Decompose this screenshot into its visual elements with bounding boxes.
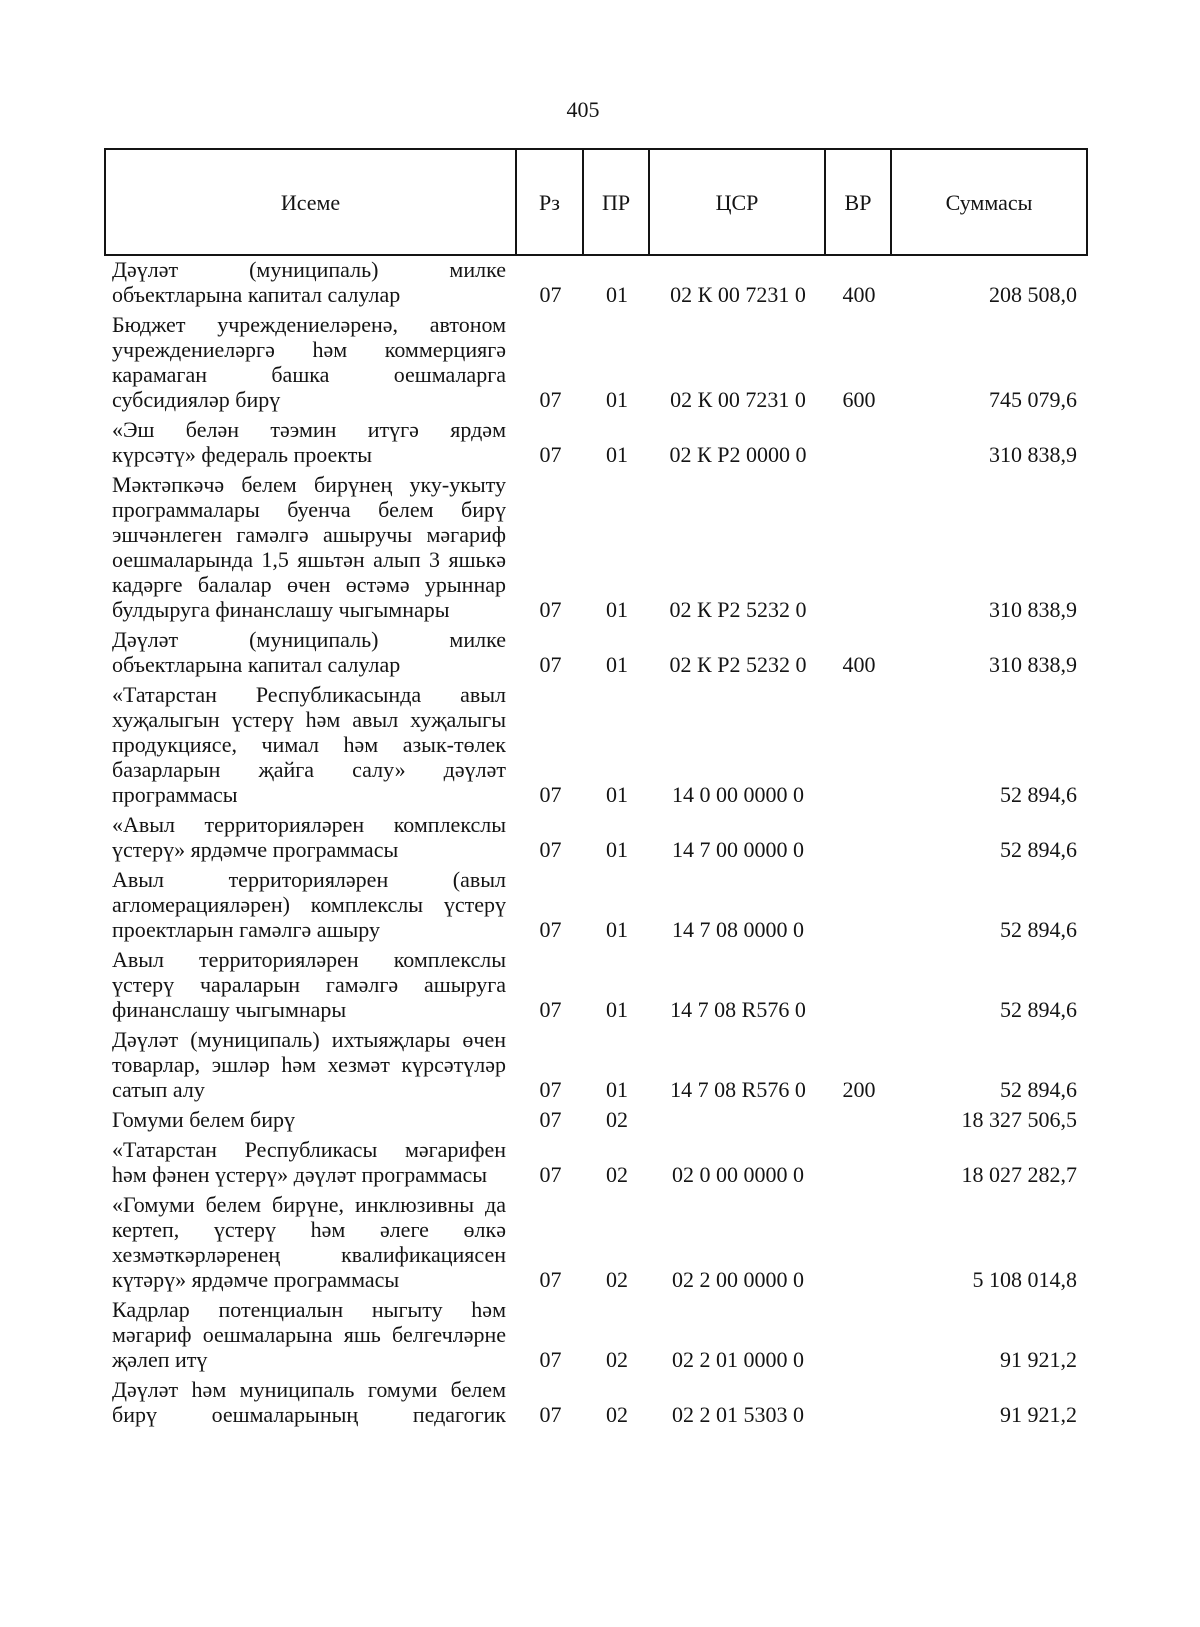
row-name-line: «Авыл территорияләрен комплекслы — [112, 812, 506, 837]
column-header-subsection: ПР — [584, 150, 650, 254]
row-name-line: программасы — [112, 782, 238, 807]
section-code: 07 — [539, 387, 562, 412]
expense-type-code — [826, 1402, 892, 1427]
row-name-line: карамаган башка оешмаларга — [112, 362, 506, 387]
section-code: 07 — [539, 282, 562, 307]
target-item-code: 02 2 01 5303 0 — [672, 1402, 804, 1427]
expense-type-code — [826, 1162, 892, 1187]
row-name-line: «Эш белән тәэмин итүгә ярдәм — [112, 417, 506, 442]
subsection-code: 01 — [606, 442, 628, 467]
row-name-line: үстерү» ярдәмче программасы — [112, 837, 399, 862]
table-row — [104, 627, 1088, 682]
amount: 5 108 014,8 — [972, 1267, 1077, 1292]
subsection-code: 01 — [606, 1077, 628, 1102]
row-name-line: Гомуми белем бирү — [112, 1107, 295, 1132]
row-name-line: Бюджет учреждениеләренә, автоном — [112, 312, 506, 337]
table-row — [104, 682, 1088, 812]
row-name-line: күрсәтү» федераль проекты — [112, 442, 373, 467]
table-row — [104, 812, 1088, 867]
amount: 310 838,9 — [989, 652, 1077, 677]
row-name — [104, 682, 517, 807]
subsection-code: 02 — [606, 1267, 628, 1292]
row-name — [104, 417, 517, 467]
subsection-code: 01 — [606, 387, 628, 412]
column-header-name: Исеме — [106, 150, 517, 254]
row-name-line: оешмаларында 1,5 яшьтән алып 3 яшькә — [112, 547, 506, 572]
subsection-code: 01 — [606, 652, 628, 677]
table-header — [104, 148, 1088, 256]
subsection-code: 01 — [606, 782, 628, 807]
row-name — [104, 1192, 517, 1292]
table-row — [104, 472, 1088, 627]
row-name-line: күтәрү» ярдәмче программасы — [112, 1267, 400, 1292]
row-name-line: товарлар, эшләр һәм хезмәт күрсәтүләр — [112, 1052, 506, 1077]
column-header-section: Рз — [517, 150, 584, 254]
expense-type-code — [826, 782, 892, 807]
row-name-line: Дәүләт (муниципаль) милке — [112, 627, 506, 652]
subsection-code: 01 — [606, 997, 628, 1022]
table-row — [104, 1192, 1088, 1297]
target-item-code: 02 К 00 7231 0 — [670, 387, 806, 412]
expense-type-code — [826, 1267, 892, 1292]
section-code: 07 — [539, 1077, 562, 1102]
column-header-expense-type: ВР — [826, 150, 892, 254]
expense-type-code: 400 — [842, 652, 876, 677]
subsection-code: 01 — [606, 597, 628, 622]
target-item-code: 14 7 08 0000 0 — [672, 917, 804, 942]
target-item-code: 02 К Р2 0000 0 — [669, 442, 807, 467]
row-name-line: бирү оешмаларының педагогик — [112, 1402, 506, 1427]
row-name-line: хезмәткәрләренең квалификациясен — [112, 1242, 506, 1267]
page-number: 405 — [566, 97, 600, 122]
row-name — [104, 1297, 517, 1372]
row-name-line: «Гомуми белем бирүне, инклюзивны да — [112, 1192, 506, 1217]
target-item-code: 02 К Р2 5232 0 — [669, 652, 807, 677]
row-name-line: объектларына капитал салулар — [112, 282, 401, 307]
row-name — [104, 1137, 517, 1187]
expense-type-code — [826, 997, 892, 1022]
column-header-amount: Суммасы — [945, 189, 1033, 215]
amount: 18 027 282,7 — [961, 1162, 1077, 1187]
row-name — [104, 947, 517, 1022]
row-name-line: һәм фәнен үстерү» дәүләт программасы — [112, 1162, 488, 1187]
subsection-code: 02 — [606, 1162, 628, 1187]
row-name-line: «Татарстан Республикасында авыл — [112, 682, 506, 707]
row-name — [104, 812, 517, 862]
row-name-line: булдыруга финанслашу чыгымнары — [112, 597, 450, 622]
subsection-code: 01 — [606, 282, 628, 307]
row-name-line: Авыл территорияләрен комплекслы — [112, 947, 506, 972]
target-item-code: 02 К 00 7231 0 — [670, 282, 806, 307]
row-name — [104, 472, 517, 622]
section-code: 07 — [539, 442, 562, 467]
section-code: 07 — [539, 597, 562, 622]
expense-type-code — [826, 917, 892, 942]
row-name — [104, 1107, 517, 1132]
target-item-code: 14 0 00 0000 0 — [672, 782, 804, 807]
column-header-target-item: ЦСР — [650, 150, 826, 254]
row-name-line: җәлеп итү — [112, 1347, 208, 1372]
table-body — [104, 257, 1088, 1432]
table-row — [104, 947, 1088, 1027]
section-code: 07 — [539, 1107, 562, 1132]
table-row — [104, 312, 1088, 417]
row-name-line: финанслашу чыгымнары — [112, 997, 347, 1022]
expense-type-code — [826, 837, 892, 862]
target-item-code: 02 2 01 0000 0 — [672, 1347, 804, 1372]
row-name-line: үстерү чараларын гамәлгә ашыруга — [112, 972, 506, 997]
row-name-line: продукциясе, чимал һәм азык-төлек — [112, 732, 506, 757]
expense-type-code — [826, 1347, 892, 1372]
section-code: 07 — [539, 837, 562, 862]
row-name-line: Кадрлар потенциалын ныгыту һәм — [112, 1297, 506, 1322]
row-name-line: базарларын җайга салу» дәүләт — [112, 757, 506, 782]
table-row — [104, 1297, 1088, 1377]
table-row — [104, 867, 1088, 947]
section-code: 07 — [539, 652, 562, 677]
row-name-line: Дәүләт (муниципаль) милке — [112, 257, 506, 282]
amount: 52 894,6 — [1000, 917, 1077, 942]
row-name — [104, 1027, 517, 1102]
row-name-line: мәгариф оешмаларына яшь белгечләрне — [112, 1322, 506, 1347]
amount: 18 327 506,5 — [961, 1107, 1077, 1132]
target-item-code: 14 7 08 R576 0 — [670, 1077, 806, 1102]
table-row — [104, 1137, 1088, 1192]
row-name-line: «Татарстан Республикасы мәгарифен — [112, 1137, 506, 1162]
subsection-code: 02 — [606, 1347, 628, 1372]
row-name-line: Авыл территорияләрен (авыл — [112, 867, 506, 892]
row-name — [104, 1377, 517, 1427]
section-code: 07 — [539, 1402, 562, 1427]
subsection-code: 01 — [606, 837, 628, 862]
section-code: 07 — [539, 782, 562, 807]
section-code: 07 — [539, 1267, 562, 1292]
expense-type-code — [826, 442, 892, 467]
row-name-line: объектларына капитал салулар — [112, 652, 401, 677]
table-row — [104, 1377, 1088, 1432]
target-item-code: 02 К Р2 5232 0 — [669, 597, 807, 622]
row-name — [104, 867, 517, 942]
subsection-code: 02 — [606, 1107, 628, 1132]
amount: 208 508,0 — [989, 282, 1077, 307]
row-name-line: эшчәнлеген гамәлгә ашыручы мәгариф — [112, 522, 506, 547]
target-item-code: 14 7 08 R576 0 — [670, 997, 806, 1022]
section-code: 07 — [539, 917, 562, 942]
subsection-code: 01 — [606, 917, 628, 942]
row-name-line: кадәрге балалар өчен өстәмә урыннар — [112, 572, 506, 597]
section-code: 07 — [539, 1347, 562, 1372]
row-name-line: программалары буенча белем бирү — [112, 497, 506, 522]
row-name-line: сатып алу — [112, 1077, 205, 1102]
target-item-code — [650, 1107, 826, 1132]
target-item-code: 02 2 00 0000 0 — [672, 1267, 804, 1292]
row-name-line: хуҗалыгын үстерү һәм авыл хуҗалыгы — [112, 707, 506, 732]
row-name — [104, 627, 517, 677]
row-name-line: Дәүләт һәм муниципаль гомуми белем — [112, 1377, 506, 1402]
amount: 52 894,6 — [1000, 997, 1077, 1022]
expense-type-code: 400 — [842, 282, 876, 307]
expense-type-code: 200 — [842, 1077, 876, 1102]
row-name-line: Мәктәпкәчә белем бирүнең уку-укыту — [112, 472, 506, 497]
target-item-code: 14 7 00 0000 0 — [672, 837, 804, 862]
expense-type-code — [826, 1107, 892, 1132]
amount: 52 894,6 — [1000, 782, 1077, 807]
amount: 91 921,2 — [1000, 1402, 1077, 1427]
row-name — [104, 312, 517, 412]
section-code: 07 — [539, 1162, 562, 1187]
table-row — [104, 1107, 1088, 1137]
amount: 52 894,6 — [1000, 837, 1077, 862]
amount: 52 894,6 — [1000, 1077, 1077, 1102]
amount: 310 838,9 — [989, 442, 1077, 467]
row-name-line: кертеп, үстерү һәм әлеге өлкә — [112, 1217, 506, 1242]
target-item-code: 02 0 00 0000 0 — [672, 1162, 804, 1187]
table-row — [104, 257, 1088, 312]
table-row — [104, 417, 1088, 472]
table-row — [104, 1027, 1088, 1107]
row-name-line: Дәүләт (муниципаль) ихтыяҗлары өчен — [112, 1027, 506, 1052]
amount: 310 838,9 — [989, 597, 1077, 622]
expense-type-code — [826, 597, 892, 622]
amount: 745 079,6 — [989, 387, 1077, 412]
row-name-line: субсидияләр бирү — [112, 387, 281, 412]
row-name-line: агломерацияләрен) комплекслы үстерү — [112, 892, 506, 917]
row-name — [104, 257, 517, 307]
expense-type-code: 600 — [842, 387, 876, 412]
row-name-line: учреждениеләргә һәм коммерциягә — [112, 337, 506, 362]
section-code: 07 — [539, 997, 562, 1022]
amount: 91 921,2 — [1000, 1347, 1077, 1372]
row-name-line: проектларын гамәлгә ашыру — [112, 917, 381, 942]
subsection-code: 02 — [606, 1402, 628, 1427]
